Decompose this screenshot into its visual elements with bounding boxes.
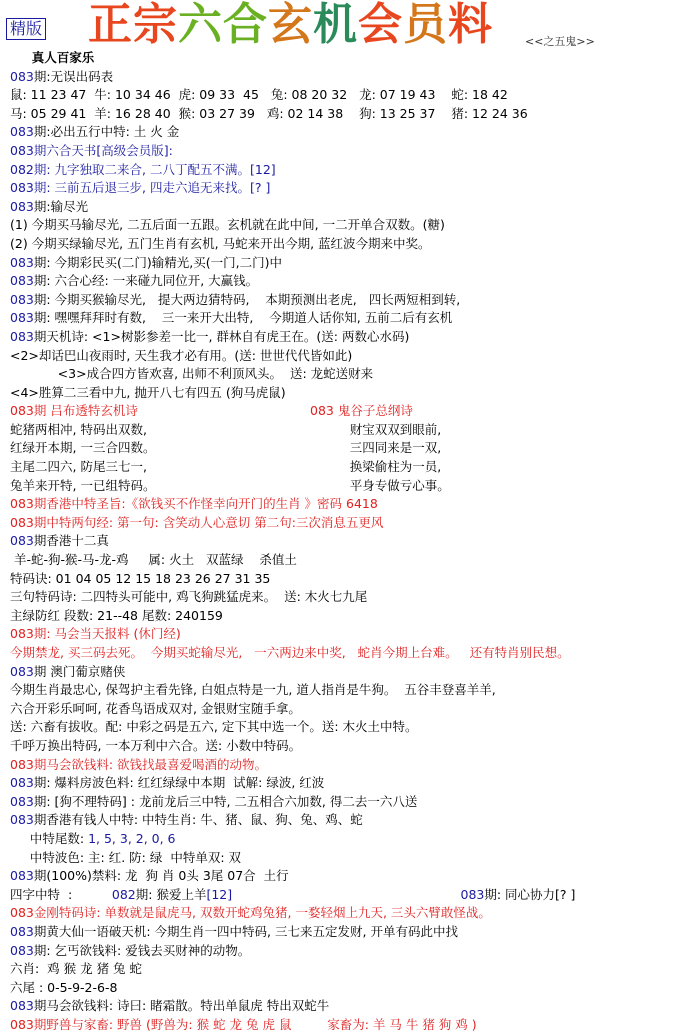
text-line bbox=[10, 532, 675, 551]
text-segment: 083 bbox=[10, 626, 34, 642]
title-char: 正 bbox=[88, 0, 133, 50]
text-line bbox=[10, 681, 675, 700]
text-line bbox=[10, 272, 675, 291]
text-line bbox=[10, 737, 675, 756]
text-line bbox=[10, 216, 675, 235]
text-segment: <2>却话巴山夜雨时, 天生我才必有用。(送: 世世代代皆如此) bbox=[10, 347, 353, 363]
text-line bbox=[10, 347, 675, 366]
text-segment: 金刚特码诗: 单数就是鼠虎马, 双数开蛇鸡兔猪, 一婺轻烟上九天, 三头六臂敢怪战。 bbox=[33, 905, 491, 921]
text-segment: 鼠: 11 23 47 牛: 10 34 46 虎: 09 33 45 兔: 08 20 32 龙: 07 19 43 蛇: 18 42 bbox=[10, 87, 508, 103]
text-line bbox=[10, 811, 675, 830]
text-segment: 083 bbox=[10, 756, 34, 772]
text-line bbox=[10, 514, 675, 533]
text-segment: 千呼万换出特码, 一本万利中六合。送: 小数中特码。 bbox=[10, 737, 302, 753]
text-segment: 1, 5, 3, 2, 0, 6 bbox=[88, 830, 176, 846]
text-line bbox=[10, 997, 675, 1016]
text-segment: 期: 今期买猴输尽光, 提大两边猜特码, 本期预测出老虎, 四长两短相到转, bbox=[33, 291, 461, 307]
text-segment: 期: 马会当天报料 (休门经) bbox=[33, 626, 181, 642]
text-segment: 期: 六合心经: 一来碰九同位开, 大赢钱。 bbox=[33, 273, 259, 289]
text-line bbox=[10, 774, 675, 793]
text-line bbox=[10, 551, 675, 570]
text-segment: 083 bbox=[460, 886, 485, 902]
text-segment: 083 bbox=[10, 403, 34, 419]
title-char: 员 bbox=[403, 0, 448, 50]
text-segment: 083 bbox=[10, 328, 34, 344]
text-segment: 083 bbox=[10, 923, 34, 939]
text-segment: 083 bbox=[10, 310, 34, 326]
text-segment: 中特波色: 主: 红. 防: 绿 中特单双: 双 bbox=[10, 849, 242, 865]
text-column-right bbox=[310, 402, 413, 421]
text-segment: 083 bbox=[10, 291, 34, 307]
text-segment: 082 bbox=[10, 161, 34, 177]
text-segment: 期香港中特圣旨:《欲钱买不作怪幸向开门的生肖 》密码 6418 bbox=[33, 496, 378, 512]
text-segment: 期: 乞丐欲钱料: 爱钱去买财神的动物。 bbox=[33, 942, 251, 958]
text-segment: 083 bbox=[10, 793, 34, 809]
subtitle: <<之五鬼>> bbox=[525, 35, 595, 48]
text-segment: 083 bbox=[10, 942, 34, 958]
text-segment: 马: 05 29 41 羊: 16 28 40 猴: 03 27 39 鸡: 02 14 38 狗: 13 25 37 猪: 12 24 36 bbox=[10, 105, 528, 121]
text-line bbox=[10, 439, 675, 458]
text-segment: 六尾 : 0-5-9-2-6-8 bbox=[10, 979, 118, 995]
text-line bbox=[10, 384, 675, 403]
text-segment: 蛇猪两相冲, 特码出双数, bbox=[10, 421, 147, 437]
text-line bbox=[10, 793, 675, 812]
text-line bbox=[10, 198, 675, 217]
text-segment: 083 bbox=[10, 68, 34, 84]
text-segment: 期: 嘿嘿拜拜时有数, 三一来开大出特, 今期道人话你知, 五前二后有玄机 bbox=[33, 310, 453, 326]
title-char: 合 bbox=[223, 0, 268, 50]
text-segment: 083 bbox=[10, 198, 34, 214]
text-segment: 特码诀: 01 04 05 12 15 18 23 26 27 31 35 bbox=[10, 570, 271, 586]
text-segment: 财宝双双到眼前, bbox=[310, 421, 442, 437]
text-segment: 期:必出五行中特: 土 火 金 bbox=[33, 124, 180, 140]
text-column-right bbox=[310, 477, 450, 496]
text-segment: 三句特码诗: 二四特头可能中, 鸡飞狗跳猛虎来。 送: 木火七九尾 bbox=[10, 589, 368, 605]
text-line bbox=[10, 867, 675, 886]
text-line bbox=[10, 625, 675, 644]
text-line bbox=[10, 495, 675, 514]
text-line bbox=[10, 291, 675, 310]
text-line bbox=[10, 923, 675, 942]
text-line bbox=[10, 365, 675, 384]
title-char: 机 bbox=[313, 0, 358, 50]
text-segment: 期香港有钱人中特: 中特生肖: 牛、猪、鼠、狗、兔、鸡、蛇 bbox=[33, 812, 363, 828]
text-segment: 今期生肖最忠心, 保驾护主看先锋, 白姐点特是一九, 道人指肖是牛狗。 五谷丰登喜羊羊, bbox=[10, 682, 496, 698]
text-column-right bbox=[385, 886, 575, 905]
text-segment: 083 bbox=[10, 663, 34, 679]
text-segment: 083 bbox=[10, 775, 34, 791]
text-line bbox=[10, 700, 675, 719]
text-line bbox=[10, 663, 675, 682]
text-line bbox=[10, 830, 675, 849]
text-line bbox=[10, 142, 675, 161]
text-segment: 083 bbox=[10, 812, 34, 828]
page-title bbox=[88, 0, 493, 52]
text-segment: 六肖: 鸡 猴 龙 猪 兔 蛇 bbox=[10, 961, 143, 977]
text-line bbox=[10, 942, 675, 961]
text-segment: 主尾二四六, 防尾三七一, bbox=[10, 459, 147, 475]
text-segment: 兔羊来开特, 一已组特码。 bbox=[10, 477, 156, 493]
text-segment: 期马会欲钱料: 诗曰: 睹霜散。特出单鼠虎 特出双蛇牛 bbox=[33, 998, 330, 1014]
text-segment: 中特尾数: bbox=[10, 830, 89, 846]
title-char: 六 bbox=[178, 0, 223, 50]
text-line bbox=[10, 886, 675, 905]
text-segment: 083 bbox=[10, 273, 34, 289]
text-segment: (1) 今期买马输尽光, 二五后面一五跟。玄机就在此中间, 一二开单合双数。(糖) bbox=[10, 217, 445, 233]
text-line bbox=[10, 849, 675, 868]
text-segment: 期中特两句经: 第一句: 含笑动人心意切 第二句:三次消息五更风 bbox=[33, 514, 384, 530]
text-line bbox=[10, 718, 675, 737]
text-segment: 换梁偷柱为一员, bbox=[310, 459, 442, 475]
text-line bbox=[10, 402, 675, 421]
text-segment: 真人百家乐 bbox=[10, 50, 95, 65]
text-line bbox=[10, 421, 675, 440]
text-segment: 期六合天书[高级会员版]: bbox=[33, 142, 173, 158]
text-segment: 期: 爆料房波色料: 红红绿绿中本期 试解: 绿波, 红波 bbox=[33, 775, 325, 791]
text-segment: 期: 同心协力[? ] bbox=[484, 886, 576, 902]
title-char: 玄 bbox=[268, 0, 313, 50]
text-line bbox=[10, 607, 675, 626]
text-segment: 送: 六畜有拔收。配: 中彩之码是五六, 定下其中选一个。送: 木火土中特。 bbox=[10, 719, 418, 735]
text-segment: 期: 三前五后退三步, 四走六追无来找。[? ] bbox=[33, 180, 271, 196]
text-line bbox=[10, 49, 675, 68]
text-segment: 083 bbox=[10, 1016, 34, 1032]
title-char: 料 bbox=[448, 0, 493, 50]
text-segment: 六合开彩乐呵呵, 花香鸟语成双对, 金银财宝随手拿。 bbox=[10, 700, 301, 716]
text-segment: 083 bbox=[10, 905, 34, 921]
text-line bbox=[10, 309, 675, 328]
text-line bbox=[10, 123, 675, 142]
text-segment bbox=[385, 887, 461, 902]
text-line bbox=[10, 756, 675, 775]
text-segment: [12] bbox=[206, 886, 233, 902]
text-segment: 期 澳门葡京赌侠 bbox=[33, 663, 126, 679]
text-column-right bbox=[310, 439, 441, 458]
text-segment: 083 bbox=[10, 180, 34, 196]
text-segment: 主绿防红 段数: 21--48 尾数: 240159 bbox=[10, 607, 223, 623]
text-segment: 期: 今期彩民买(二门)输精光,买(一门,二门)中 bbox=[33, 254, 282, 270]
text-line bbox=[10, 458, 675, 477]
title-char: 会 bbox=[358, 0, 403, 50]
text-segment: 平身专做亏心事。 bbox=[310, 477, 450, 493]
text-segment: <3>成合四方皆欢喜, 出师不利顶风头。 送: 龙蛇送财来 bbox=[10, 366, 374, 382]
text-line bbox=[10, 979, 675, 998]
text-column-right bbox=[310, 458, 441, 477]
text-segment: 083 bbox=[10, 254, 34, 270]
text-line bbox=[10, 588, 675, 607]
text-segment: 期: 九字独取二来合, 二八丁配五不满。[12] bbox=[33, 161, 276, 177]
text-segment: 期野兽与家畜: 野兽 (野兽为: 猴 蛇 龙 兔 虎 鼠 家畜为: 羊 马 牛 猪 狗 鸡 ) bbox=[33, 1016, 477, 1032]
text-segment: 083 bbox=[10, 868, 34, 884]
text-segment: 期 吕布透特玄机诗 bbox=[33, 403, 138, 419]
text-segment: <4>胜算二三看中九, 抛开八七有四五 (狗马虎鼠) bbox=[10, 384, 286, 400]
text-line bbox=[10, 254, 675, 273]
text-segment: 期: [狗不理特码] : 龙前龙后三中特, 二五相合六加数, 得二去一六八送 bbox=[33, 793, 418, 809]
text-segment: 083 bbox=[10, 514, 34, 530]
text-segment: 鬼谷子总纲诗 bbox=[333, 403, 413, 419]
text-line bbox=[10, 105, 675, 124]
content-lines bbox=[10, 49, 675, 1034]
text-segment: 红绿开本期, 一三合四数。 bbox=[10, 440, 156, 456]
text-segment: 期(100%)禁料: 龙 狗 肖 0头 3尾 07合 土行 bbox=[33, 868, 289, 884]
text-segment: 期: 猴爱上羊 bbox=[135, 886, 207, 902]
text-segment: 083 bbox=[10, 124, 34, 140]
text-segment: 期马会欲钱料: 欲钱找最喜爱喝酒的动物。 bbox=[33, 756, 268, 772]
text-segment: 083 bbox=[310, 403, 334, 419]
text-segment: 期:无误出码表 bbox=[33, 68, 114, 84]
text-segment: 083 bbox=[10, 142, 34, 158]
text-segment: 期天机诗: <1>树影参差一比一, 群林自有虎王在。(送: 两数心水码) bbox=[33, 328, 410, 344]
text-line bbox=[10, 86, 675, 105]
text-segment: (2) 今期买绿输尽光, 五门生肖有玄机, 马蛇来开出今期, 蓝红波今期来中奖。 bbox=[10, 235, 431, 251]
edition-badge: 精版 bbox=[6, 18, 46, 40]
text-line bbox=[10, 960, 675, 979]
text-line bbox=[10, 235, 675, 254]
text-segment: 083 bbox=[10, 998, 34, 1014]
text-line bbox=[10, 1016, 675, 1034]
text-segment: 四字中特 : bbox=[10, 886, 112, 902]
header bbox=[0, 0, 679, 50]
text-segment: 期:输尽光 bbox=[33, 198, 89, 214]
text-segment: 083 bbox=[10, 496, 34, 512]
text-segment: 三四同来是一双, bbox=[310, 440, 442, 456]
text-segment: 083 bbox=[10, 533, 34, 549]
text-segment: 羊-蛇-狗-猴-马-龙-鸡 属: 火土 双蓝绿 杀值土 bbox=[10, 552, 297, 568]
text-column-right bbox=[310, 421, 441, 440]
text-line bbox=[10, 328, 675, 347]
text-line bbox=[10, 161, 675, 180]
text-line bbox=[10, 904, 675, 923]
text-segment: 期黄大仙一语破天机: 今期生肖一四中特码, 三七来五定发财, 开单有码此中找 bbox=[33, 923, 458, 939]
text-segment: 082 bbox=[111, 886, 136, 902]
text-line bbox=[10, 570, 675, 589]
text-segment: 今期禁龙, 买三码去死。 今期买蛇输尽光, 一六两边来中奖, 蛇肖今期上台难。 还有特肖别民想。 bbox=[10, 645, 570, 660]
title-char: 宗 bbox=[133, 0, 178, 50]
text-line bbox=[10, 477, 675, 496]
text-line bbox=[10, 644, 675, 663]
text-line bbox=[10, 68, 675, 87]
text-line bbox=[10, 179, 675, 198]
text-segment: 期香港十二真 bbox=[33, 533, 109, 549]
